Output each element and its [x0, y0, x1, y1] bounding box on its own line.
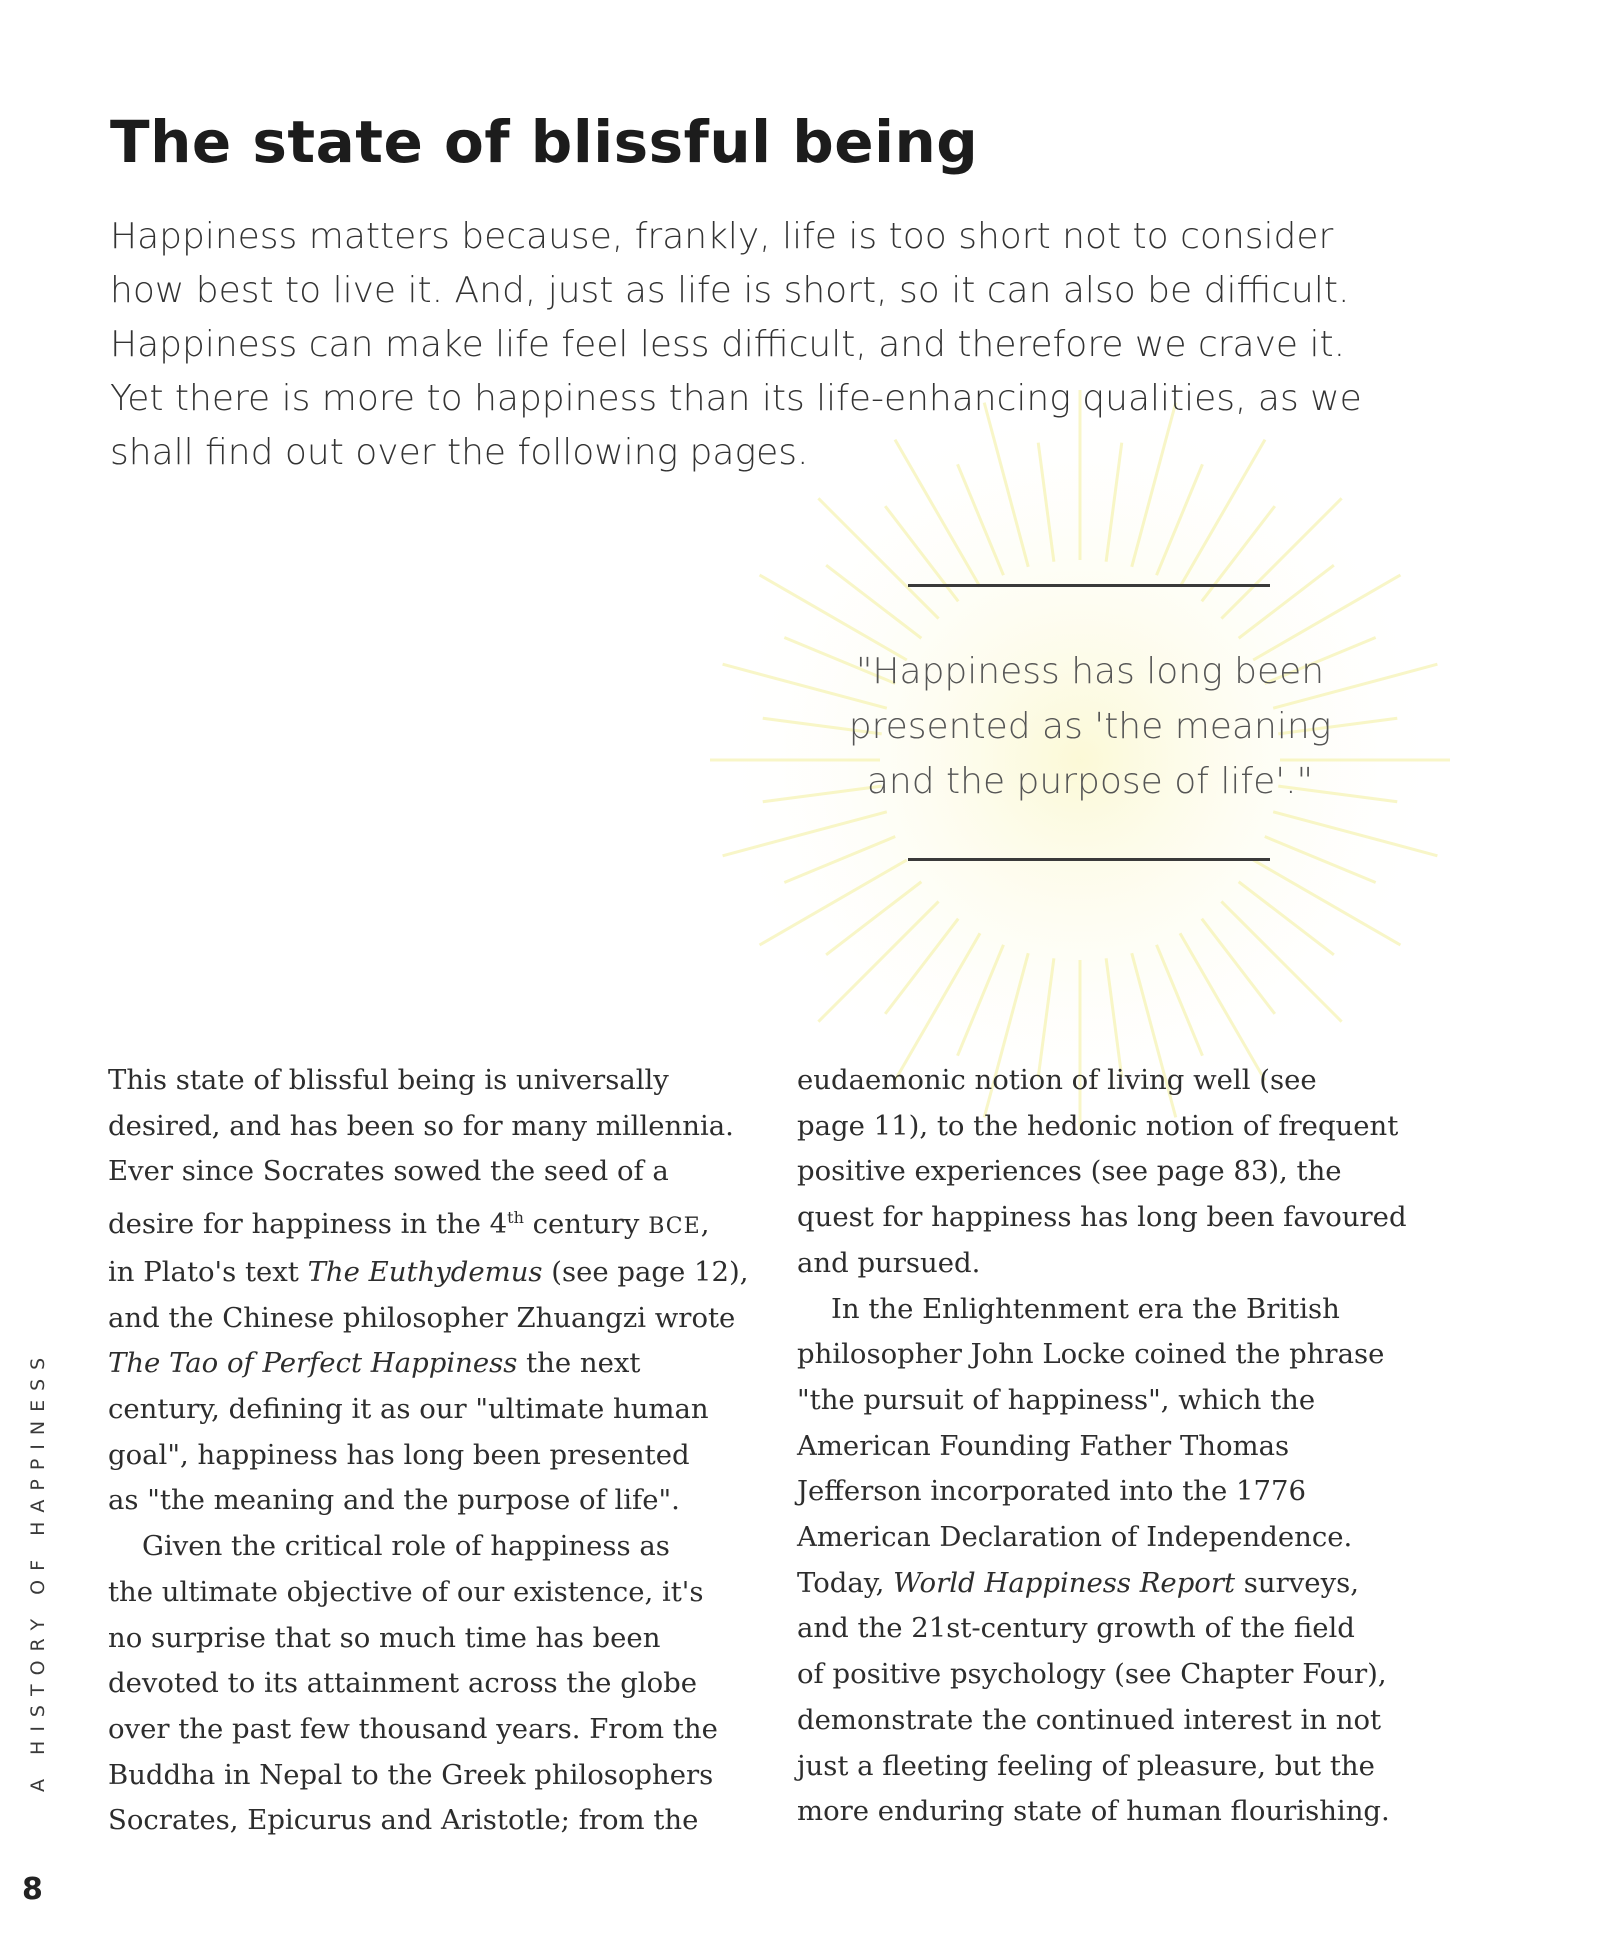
body-text: surveys, — [1235, 1566, 1359, 1599]
intro-line: Happiness matters because, frankly, life is too short not to consider — [110, 216, 1334, 257]
body-line: philosopher John Locke coined the phrase — [797, 1338, 1385, 1371]
body-line: positive experiences (see page 83), the — [797, 1155, 1342, 1188]
intro-paragraph — [110, 210, 1440, 480]
body-line: This state of blissful being is universally — [108, 1064, 669, 1096]
body-line: just a fleeting feeling of pleasure, but the — [797, 1749, 1375, 1782]
body-line — [108, 1195, 758, 1250]
body-text: , — [700, 1208, 710, 1241]
body-text: in Plato's text — [108, 1255, 308, 1288]
pull-quote — [770, 644, 1410, 809]
body-line: and the Chinese philosopher Zhuangzi wrote — [108, 1301, 736, 1334]
body-line: desired, and has been so for many millennia. — [108, 1109, 734, 1142]
body-line — [108, 1341, 758, 1387]
body-line: the ultimate objective of our existence, it's — [108, 1575, 704, 1608]
era-abbreviation: BCE — [648, 1214, 701, 1240]
body-line: Ever since Socrates sowed the seed of a — [108, 1155, 669, 1188]
body-text: Today, — [797, 1566, 894, 1599]
pull-quote-line: and the purpose of life'." — [866, 761, 1314, 802]
body-line: Buddha in Nepal to the Greek philosophers — [108, 1758, 714, 1791]
report-title: World Happiness Report — [893, 1566, 1236, 1599]
body-line: no surprise that so much time has been — [108, 1621, 661, 1654]
body-line: quest for happiness has long been favoured — [797, 1201, 1407, 1234]
body-line: and pursued. — [797, 1246, 981, 1279]
intro-line: Happiness can make life feel less difficult, and therefore we crave it. — [110, 324, 1346, 365]
body-line: century, defining it as our "ultimate human — [108, 1393, 709, 1426]
body-line: and the 21st-century growth of the field — [797, 1612, 1355, 1645]
body-line: eudaemonic notion of living well (see — [797, 1064, 1317, 1096]
body-line: "the pursuit of happiness", which the — [797, 1383, 1316, 1416]
body-line: over the past few thousand years. From the — [108, 1713, 718, 1745]
body-line: as "the meaning and the purpose of life". — [108, 1484, 680, 1517]
body-column-right — [797, 1058, 1467, 1835]
body-line: Jefferson incorporated into the 1776 — [797, 1475, 1306, 1508]
page-number: 8 — [22, 1872, 43, 1907]
intro-line: how best to live it. And, just as life is short, so it can also be difficult. — [110, 270, 1350, 311]
body-line: more enduring state of human flourishing. — [797, 1795, 1390, 1828]
body-line: goal", happiness has long been presented — [108, 1438, 690, 1471]
body-line — [797, 1561, 1467, 1607]
superscript: th — [507, 1208, 524, 1228]
body-text: desire for happiness in the 4 — [108, 1208, 508, 1241]
intro-line: Yet there is more to happiness than its life-enhancing qualities, as we — [110, 378, 1362, 419]
body-line: Given the critical role of happiness as — [142, 1530, 670, 1563]
body-line — [108, 1250, 758, 1296]
body-line: page 11), to the hedonic notion of frequent — [797, 1109, 1399, 1142]
pull-quote-bottom-rule — [908, 858, 1270, 861]
body-line: Socrates, Epicurus and Aristotle; from the — [108, 1804, 699, 1837]
body-line: of positive psychology (see Chapter Four), — [797, 1658, 1387, 1691]
book-title: The Euthydemus — [307, 1255, 543, 1288]
intro-line: shall find out over the following pages. — [110, 432, 809, 473]
body-line: In the Enlightenment era the British — [831, 1292, 1340, 1325]
pull-quote-line: presented as 'the meaning — [848, 706, 1332, 747]
body-line: American Founding Father Thomas — [797, 1429, 1290, 1462]
body-column-left — [108, 1058, 758, 1844]
running-head: A HISTORY OF HAPPINESS — [27, 1348, 49, 1792]
body-line: American Declaration of Independence. — [797, 1521, 1353, 1554]
body-text: the next — [517, 1347, 641, 1380]
body-line: demonstrate the continued interest in not — [797, 1703, 1382, 1736]
pull-quote-line: "Happiness has long been — [855, 651, 1325, 692]
page-title: The state of blissful being — [110, 108, 979, 176]
body-line: devoted to its attainment across the globe — [108, 1667, 698, 1700]
body-text: (see page 12), — [542, 1255, 749, 1288]
book-title: The Tao of Perfect Happiness — [108, 1347, 518, 1380]
pull-quote-top-rule — [908, 584, 1270, 587]
body-text: century — [523, 1208, 649, 1241]
